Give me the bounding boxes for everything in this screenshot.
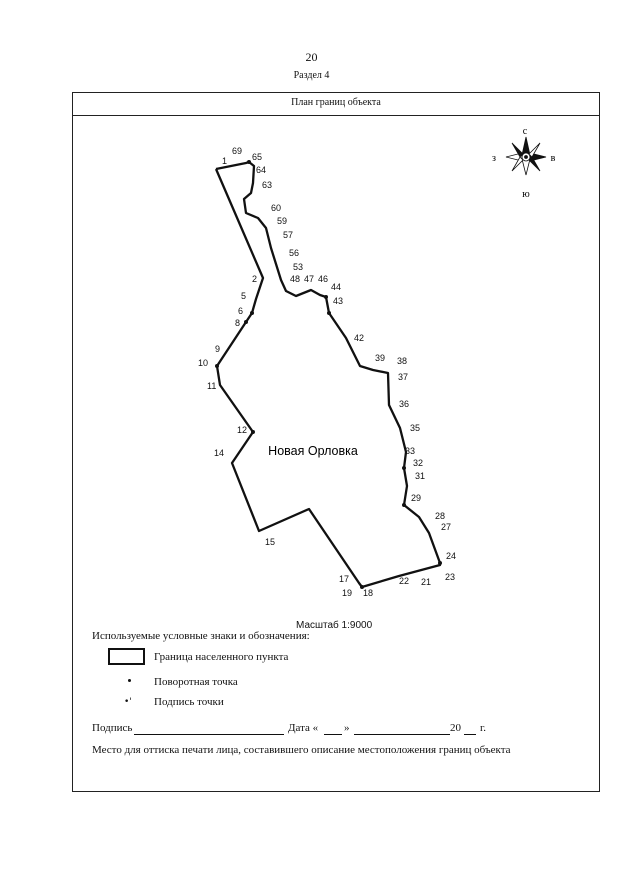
boundary-point [324,295,328,299]
point-label-57: 57 [283,230,294,240]
boundary-point [215,364,219,368]
point-label-12: 12 [237,425,248,435]
date-day-line[interactable] [324,722,342,735]
point-label-21: 21 [421,577,432,587]
point-label-23: 23 [445,572,456,582]
signature-label: Подпись [92,722,133,734]
frame-title: План границ объекта [73,93,599,116]
point-label-59: 59 [277,216,288,226]
date-month-line[interactable] [354,722,450,735]
point-label-24: 24 [446,551,457,561]
point-label-15: 15 [265,537,276,547]
point-label-18: 18 [363,588,374,598]
point-label-56: 56 [289,248,300,258]
point-label-32: 32 [413,458,424,468]
year-line[interactable] [464,722,476,735]
year-suffix: г. [480,722,487,734]
point-label-42: 42 [354,333,365,343]
point-label-53: 53 [293,262,304,272]
point-label-43: 43 [333,296,344,306]
point-label-37: 37 [398,372,409,382]
boundary-point [244,320,248,324]
boundary-point [251,430,255,434]
point-label-5: 5 [241,291,247,301]
signature-row [92,722,532,738]
point-label-64: 64 [256,165,267,175]
compass-east: в [550,153,556,164]
point-label-10: 10 [198,358,209,368]
point-label-63: 63 [262,180,273,190]
legend-title: Используемые условные знаки и обозначения: [92,630,310,642]
compass-rose-icon [506,137,546,175]
point-label-11: 11 [207,381,217,391]
signature-line[interactable] [134,722,284,735]
point-label-2: 2 [252,274,258,284]
legend-boundary-symbol [108,648,145,665]
point-label-44: 44 [331,282,342,292]
point-label-14: 14 [214,448,225,458]
legend-point-icon [128,679,131,682]
point-label-39: 39 [375,353,386,363]
page-number: 20 [305,50,318,64]
point-label-60: 60 [271,203,282,213]
boundary-point [327,311,331,315]
point-label-46: 46 [318,274,329,284]
point-label-9: 9 [215,344,221,354]
compass-west: з [492,153,496,164]
compass-south: ю [522,189,530,200]
boundary-point [402,503,406,507]
point-label-35: 35 [410,423,421,433]
point-label-38: 38 [397,356,408,366]
legend-label-icon: •' [124,697,132,707]
legend-boundary-label: Граница населенного пункта [154,651,289,663]
point-label-6: 6 [238,306,244,316]
date-close: » [344,722,350,734]
point-label-19: 19 [342,588,353,598]
point-label-17: 17 [339,574,350,584]
point-label-22: 22 [399,576,410,586]
legend-point-label: Поворотная точка [154,676,238,688]
date-label: Дата « [288,722,319,734]
point-label-31: 31 [415,471,426,481]
point-label-1: 1 [222,156,228,166]
boundary-point [247,160,251,164]
boundary-point [402,466,406,470]
settlement-name: Новая Орловка [268,444,358,458]
point-label-47: 47 [304,274,315,284]
point-label-69: 69 [232,146,243,156]
stamp-text: Место для оттиска печати лица, составившего описание местоположения границ объекта [92,744,511,756]
point-label-28: 28 [435,511,446,521]
point-label-33: 33 [405,446,416,456]
point-label-36: 36 [399,399,410,409]
point-label-48: 48 [290,274,301,284]
point-label-29: 29 [411,493,422,503]
point-label-65: 65 [252,152,263,162]
point-label-27: 27 [441,522,452,532]
legend-label-label: Подпись точки [154,696,224,708]
point-labels [198,146,456,598]
compass-north: с [522,126,528,137]
boundary-point [438,561,442,565]
section-title: Раздел 4 [293,70,330,81]
boundary-point [250,311,254,315]
map-scale: Масштаб 1:9000 [296,620,373,631]
year-prefix: 20 [450,722,461,734]
point-label-8: 8 [235,318,241,328]
